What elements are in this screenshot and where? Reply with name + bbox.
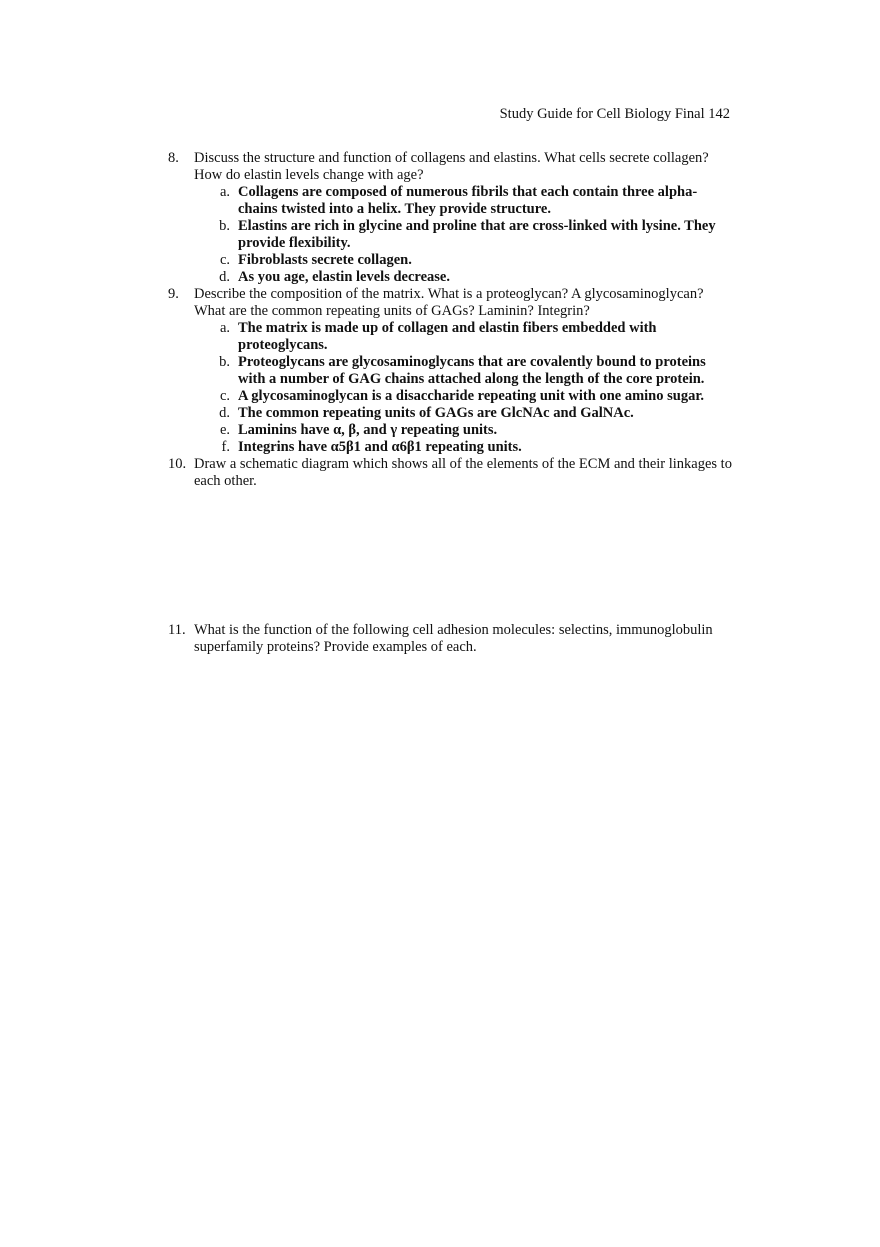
answer-item: b. Proteoglycans are glycosaminoglycans that are covalently bound to proteins with a number of GAG chains attached along the length of the core protein.	[219, 354, 706, 387]
page-header: Study Guide for Cell Biology Final 142	[499, 106, 730, 122]
answer-item: a. Collagens are composed of numerous fibrils that each contain three alpha-chains twisted into a helix. They provide structure.	[219, 184, 698, 217]
answer-item: a. The matrix is made up of collagen and elastin fibers embedded with proteoglycans.	[219, 320, 657, 353]
question-9	[168, 286, 733, 456]
answer-item: b. Elastins are rich in glycine and proline that are cross-linked with lysine. They provide flexibility.	[219, 218, 716, 251]
question-number: 11.	[168, 622, 186, 638]
answer-item: c. Fibroblasts secrete collagen.	[219, 252, 412, 268]
answer-list	[194, 320, 733, 456]
answer-item: f. Integrins have α5β1 and α6β1 repeating units.	[221, 439, 522, 455]
question-number: 10.	[168, 456, 187, 472]
question-11	[168, 622, 733, 656]
answer-item: c. A glycosaminoglycan is a disaccharide repeating unit with one amino sugar.	[219, 388, 705, 404]
answer-list	[194, 184, 733, 286]
answer-item: e. Laminins have α, β, and γ repeating units.	[219, 422, 498, 438]
answer-item: d. The common repeating units of GAGs are GlcNAc and GalNAc.	[219, 405, 634, 421]
question-text: Describe the composition of the matrix. What is a proteoglycan? A glycosaminoglycan? What are the common repeating units of GAGs? Laminin? Integrin?	[194, 286, 704, 319]
questions-list	[168, 150, 733, 656]
diagram-space	[168, 490, 733, 610]
question-text: What is the function of the following cell adhesion molecules: selectins, immunoglobulin superfamily proteins? Provide examples of each.	[194, 622, 713, 655]
question-8	[168, 150, 733, 286]
question-text: Draw a schematic diagram which shows all of the elements of the ECM and their linkages to each other.	[194, 456, 732, 489]
answer-item: d. As you age, elastin levels decrease.	[219, 269, 450, 285]
question-text: Discuss the structure and function of collagens and elastins. What cells secrete collagen? How do elastin levels change with age?	[194, 150, 709, 183]
question-number: 8.	[168, 150, 179, 166]
question-10	[168, 456, 733, 490]
question-number: 9.	[168, 286, 179, 302]
